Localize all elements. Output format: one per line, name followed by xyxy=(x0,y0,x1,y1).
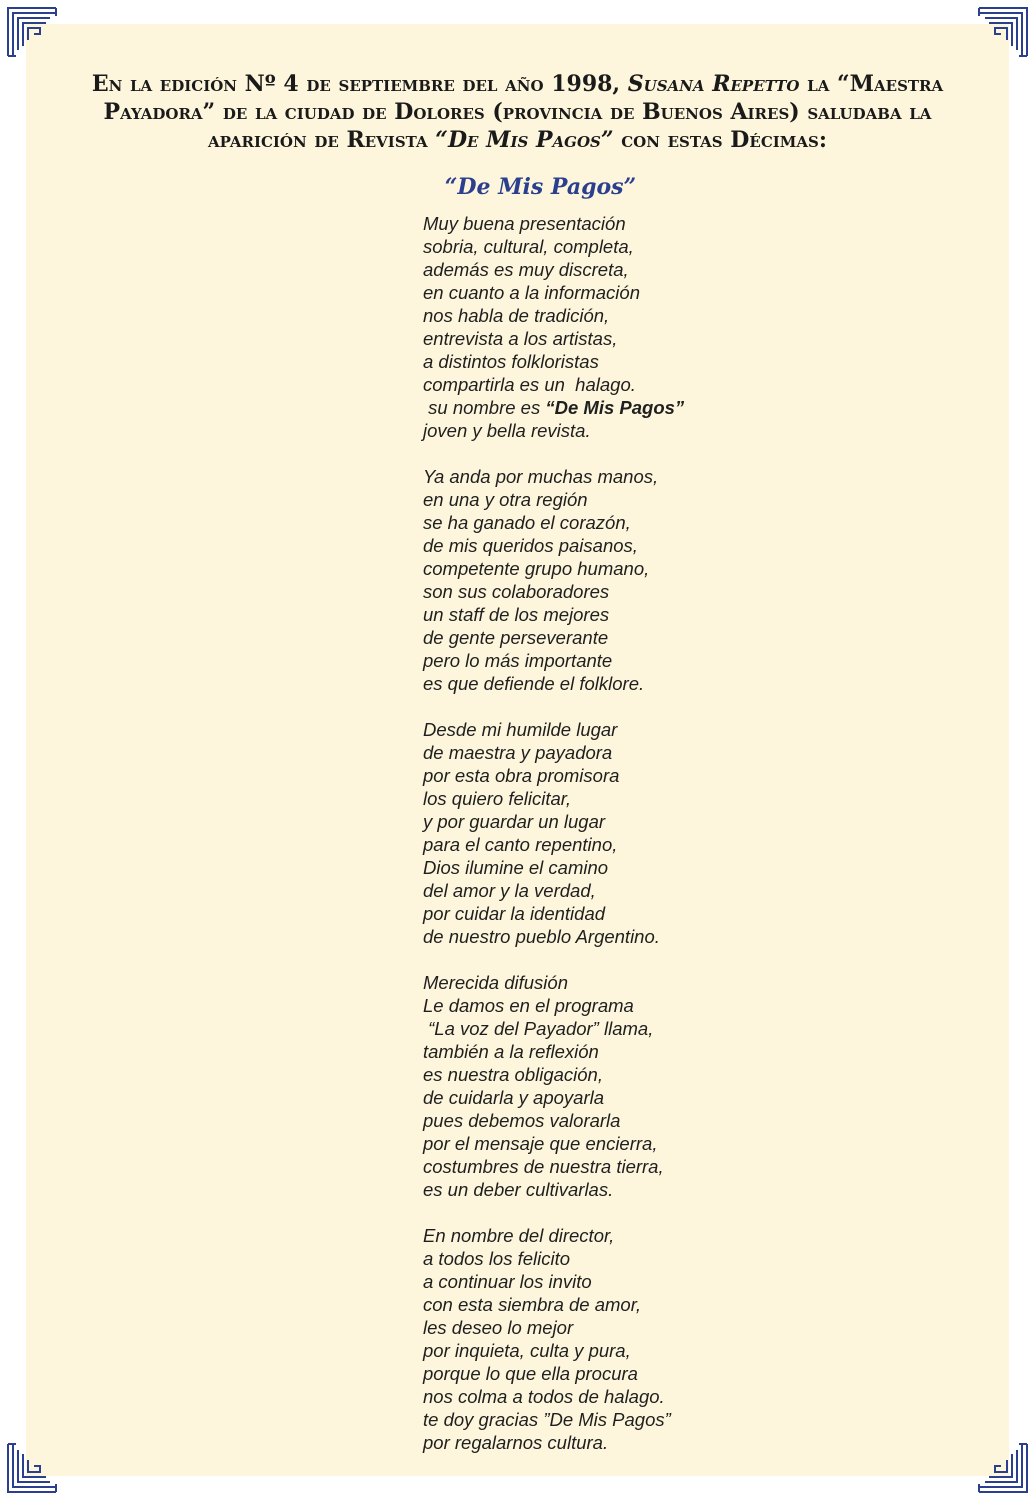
corner-ornament-icon xyxy=(6,1442,58,1494)
poem-line: porque lo que ella procura xyxy=(423,1363,638,1384)
poem-title: “De Mis Pagos” xyxy=(444,174,637,200)
poem-line: Merecida difusión xyxy=(423,972,568,993)
poem-line: Muy buena presentación xyxy=(423,213,626,234)
poem-line: Le damos en el programa xyxy=(423,995,634,1016)
stanza xyxy=(423,1224,843,1454)
poem-line: es un deber cultivarlas. xyxy=(423,1179,614,1200)
poem-line: por inquieta, culta y pura, xyxy=(423,1340,631,1361)
magazine-name: “De Mis Pagos” xyxy=(435,127,614,153)
poem-line: del amor y la verdad, xyxy=(423,880,596,901)
poem-line: por regalarnos cultura. xyxy=(423,1432,609,1453)
intro-text: la “Maestra Payadora” de la ciudad de Dolores (provincia de Buenos Aires) saludaba la aparición de Revista xyxy=(103,71,944,153)
poem-line: también a la reflexión xyxy=(423,1041,599,1062)
poem-line: de gente perseverante xyxy=(423,627,609,648)
poem-line: “La voz del Payador” llama, xyxy=(423,1018,654,1039)
poem-line: nos colma a todos de halago. xyxy=(423,1386,665,1407)
poem-line: con esta siembra de amor, xyxy=(423,1294,641,1315)
poem-line: son sus colaboradores xyxy=(423,581,610,602)
poem-line: compartirla es un halago. xyxy=(423,374,636,395)
stanza xyxy=(423,212,843,442)
poem-line: para el canto repentino, xyxy=(423,834,618,855)
poem-line: por el mensaje que encierra, xyxy=(423,1133,658,1154)
poem-line: pero lo más importante xyxy=(423,650,613,671)
poem-line: se ha ganado el corazón, xyxy=(423,512,631,533)
poem-line: Dios ilumine el camino xyxy=(423,857,609,878)
poem-line: de nuestro pueblo Argentino. xyxy=(423,926,660,947)
poem-line: te doy gracias ”De Mis Pagos” xyxy=(423,1409,671,1430)
poem-line: a todos los felicito xyxy=(423,1248,571,1269)
poem-line: competente grupo humano, xyxy=(423,558,650,579)
poem-line: de cuidarla y apoyarla xyxy=(423,1087,604,1108)
poem-line: en una y otra región xyxy=(423,489,588,510)
poem-line: los quiero felicitar, xyxy=(423,788,572,809)
intro-text: con estas Décimas: xyxy=(613,127,827,153)
corner-ornament-icon xyxy=(6,6,58,58)
poem-line: es nuestra obligación, xyxy=(423,1064,603,1085)
poem-line: sobria, cultural, completa, xyxy=(423,236,634,257)
poem-line: pues debemos valorarla xyxy=(423,1110,621,1131)
poem-line: y por guardar un lugar xyxy=(423,811,606,832)
poem-line: a distintos folkloristas xyxy=(423,351,599,372)
poem-line: en cuanto a la información xyxy=(423,282,640,303)
magazine-name-bold: “De Mis Pagos” xyxy=(545,397,685,418)
poem-line-text: su nombre es xyxy=(423,397,546,418)
poem-line: En nombre del director, xyxy=(423,1225,615,1246)
poem xyxy=(423,212,843,1454)
poem-line: Desde mi humilde lugar xyxy=(423,719,618,740)
poem-line: entrevista a los artistas, xyxy=(423,328,618,349)
poem-line xyxy=(423,396,843,419)
poem-line: Ya anda por muchas manos, xyxy=(423,466,659,487)
corner-ornament-icon xyxy=(977,1442,1029,1494)
poem-line: por cuidar la identidad xyxy=(423,903,606,924)
intro-text: En la edición Nº 4 de septiembre del año 1998, xyxy=(91,71,628,97)
poem-line: es que defiende el folklore. xyxy=(423,673,645,694)
poem-line: les deseo lo mejor xyxy=(423,1317,574,1338)
poem-line: costumbres de nuestra tierra, xyxy=(423,1156,664,1177)
poem-line: joven y bella revista. xyxy=(423,420,591,441)
poem-line: un staff de los mejores xyxy=(423,604,610,625)
poem-line: además es muy discreta, xyxy=(423,259,629,280)
corner-ornament-icon xyxy=(977,6,1029,58)
intro-paragraph xyxy=(60,70,975,154)
poem-line: de maestra y payadora xyxy=(423,742,613,763)
poem-line: de mis queridos paisanos, xyxy=(423,535,638,556)
stanza xyxy=(423,718,843,948)
author-name: Susana Repetto xyxy=(627,71,800,97)
stanza xyxy=(423,971,843,1201)
poem-line: por esta obra promisora xyxy=(423,765,620,786)
poem-line: a continuar los invito xyxy=(423,1271,592,1292)
poem-line: nos habla de tradición, xyxy=(423,305,610,326)
stanza xyxy=(423,465,843,695)
